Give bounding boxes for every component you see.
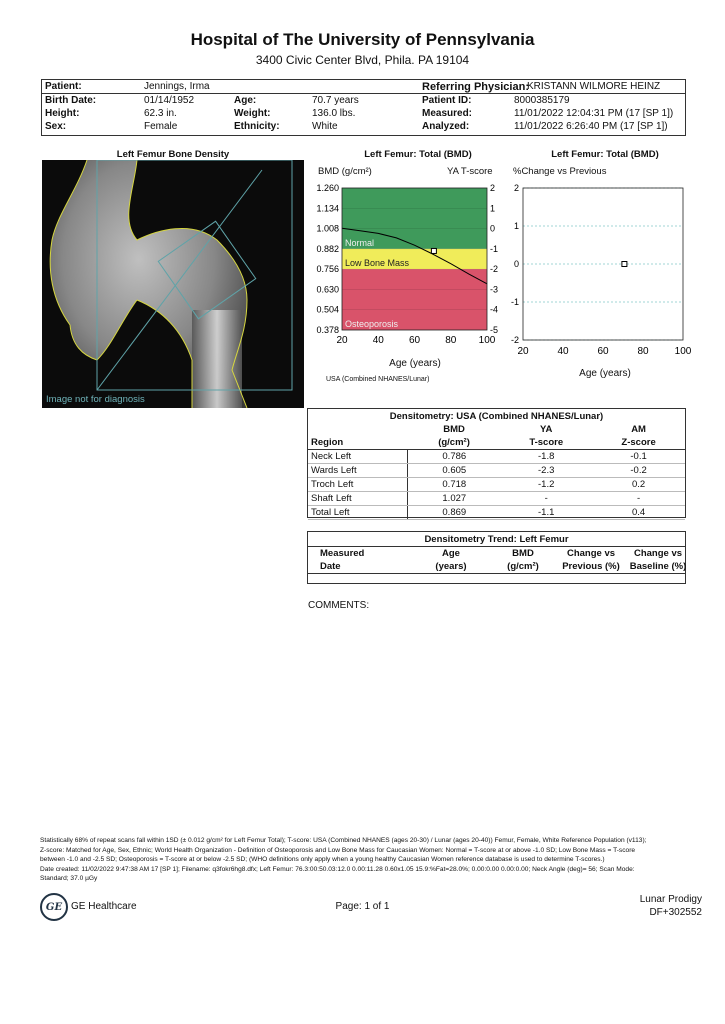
change-ytick-label: -1: [510, 297, 519, 307]
tscore-tick-label: -4: [490, 304, 499, 315]
footer-note-line: between -1.0 and -2.5 SD; Osteoporosis = T-score at or below -2.5 SD; (WHO definitions only apply when a young healthy Caucasian Women reference database is used to determine T-scores.): [40, 856, 605, 863]
densitometry-header-cell: (g/cm²): [408, 436, 500, 450]
height-label: Height:: [45, 108, 80, 119]
densitometry-cell: 0.4: [592, 506, 685, 520]
height-value: 62.3 in.: [144, 108, 177, 119]
change-xtick-label: 40: [557, 346, 569, 357]
densitometry-cell: -: [500, 492, 592, 506]
bmd-ytick-label: 1.134: [316, 203, 339, 214]
bmd-xtick-label: 80: [445, 335, 457, 346]
bmd-chart-footnote: USA (Combined NHANES/Lunar): [326, 376, 430, 383]
measured-label: Measured:: [422, 108, 473, 119]
birth-date-label: Birth Date:: [45, 95, 97, 106]
device-name: Lunar Prodigy: [639, 894, 702, 905]
densitometry-cell: 0.786: [408, 450, 500, 464]
tscore-tick-label: 0: [490, 223, 496, 234]
densitometry-cell: -1.8: [500, 450, 592, 464]
trend-header-row: [308, 546, 685, 574]
zone-label-0: Normal: [345, 237, 375, 248]
footer-note-line: Statistically 68% of repeat scans fall within 1SD (± 0.012 g/cm² for Left Femur Total); T-score: USA (Combined NHANES (ages 20-30) / Lunar (ages 20-40)) Femur, Female, White Reference Population (v113);: [40, 837, 647, 844]
tscore-tick-label: 1: [490, 203, 496, 214]
footer-note-line: Standard; 37.0 µGy: [40, 875, 98, 882]
bmd-ytick-label: 0.504: [316, 304, 339, 315]
tscore-tick-label: -1: [490, 243, 499, 254]
age-label: Age:: [234, 95, 257, 106]
change-point: [622, 262, 627, 267]
birth-date-value: 01/14/1952: [144, 95, 195, 106]
densitometry-cell: Total Left: [308, 506, 408, 520]
table-row: [308, 450, 685, 464]
densitometry-table-box: [307, 408, 686, 518]
tscore-tick-label: -3: [490, 284, 499, 295]
zone-label-2: Osteoporosis: [345, 319, 399, 329]
weight-value: 136.0 lbs.: [312, 108, 356, 119]
bmd-xtick-label: 60: [408, 335, 421, 346]
percent-change-chart: [505, 178, 705, 363]
densitometry-header-cell: Region: [308, 436, 408, 450]
bmd-ytick-label: 0.756: [316, 264, 339, 275]
analyzed-label: Analyzed:: [422, 121, 470, 132]
table-row: [308, 506, 685, 520]
bmd-ytick-label: 1.260: [316, 183, 339, 193]
bmd-axis-label: BMD (g/cm²): [318, 166, 372, 177]
bmd-xtick-label: 20: [336, 335, 348, 346]
densitometry-header-cell: [308, 423, 408, 436]
referring-physician-value: KRISTANN WILMORE HEINZ: [527, 81, 661, 92]
patient-id-value: 8000385179: [514, 95, 570, 106]
densitometry-header-row: [308, 436, 685, 450]
weight-label: Weight:: [234, 108, 271, 119]
tscore-tick-label: 2: [490, 183, 496, 193]
bmd-chart-xlabel: Age (years): [389, 358, 441, 369]
densitometry-header-cell: YA: [540, 424, 553, 435]
bmd-chart-title: Left Femur: Total (BMD): [364, 149, 472, 160]
trend-header-cell: Age (years): [435, 548, 467, 572]
ge-brand: GE Healthcare: [71, 901, 137, 912]
bmd-xtick-label: 40: [372, 335, 384, 346]
footer-note-line: Date created: 11/02/2022 9:47:38 AM 17 [SP 1]; Filename: q3fokr6hg8.dfx; Left Femur: 76.3:00:50.03:12.0 0.00:11.28 0.60x1.05 15.9:%Fat=28.0%; 0.00:0.00 0.00:0.00; Neck Angle (deg)= 56; Scan Mode:: [40, 865, 635, 873]
change-chart-xlabel: Age (years): [579, 368, 631, 379]
patient-bmd-point: [431, 248, 436, 253]
densitometry-cell: -1.1: [500, 506, 592, 520]
scan-image-title: Left Femur Bone Density: [116, 149, 230, 160]
densitometry-cell: Shaft Left: [308, 492, 408, 506]
trend-title: Densitometry Trend: Left Femur: [424, 534, 569, 545]
bmd-ytick-label: 0.882: [316, 243, 339, 254]
footer-notes: [40, 836, 690, 884]
change-ytick-label: 1: [513, 221, 519, 231]
densitometry-header-row: [308, 423, 685, 436]
change-axis-label: %Change vs Previous: [513, 166, 607, 177]
tscore-tick-label: -2: [490, 264, 499, 275]
densitometry-cell: Neck Left: [308, 450, 408, 464]
densitometry-cell: -1.2: [500, 478, 592, 492]
densitometry-cell: -0.1: [592, 450, 685, 464]
femur-scan-image: [42, 160, 304, 408]
table-row: [308, 464, 685, 478]
ethnicity-label: Ethnicity:: [234, 121, 280, 132]
comments-label: COMMENTS:: [308, 600, 370, 611]
age-value: 70.7 years: [312, 95, 359, 106]
femur-scan-graphic: [42, 160, 304, 408]
densitometry-header-cell: Z-score: [592, 436, 685, 450]
referring-physician-label: Referring Physician:: [422, 81, 529, 93]
tscore-tick-label: -5: [490, 325, 499, 335]
patient-label: Patient:: [45, 81, 82, 92]
densitometry-cell: -2.3: [500, 464, 592, 478]
hospital-address: 3400 Civic Center Blvd, Phila. PA 19104: [255, 53, 470, 67]
densitometry-header-cell: BMD: [443, 424, 465, 435]
change-xtick-label: 60: [597, 346, 609, 357]
change-ytick-label: 0: [513, 259, 519, 269]
sex-value: Female: [144, 121, 178, 132]
change-xtick-label: 80: [637, 346, 649, 357]
densitometry-table: [308, 423, 685, 520]
densitometry-cell: 0.605: [408, 464, 500, 478]
table-row: [308, 492, 685, 506]
sex-label: Sex:: [45, 121, 67, 132]
densitometry-cell: -: [592, 492, 685, 506]
trend-header-cell: Change vs Previous (%): [562, 548, 620, 572]
measured-value: 11/01/2022 12:04:31 PM (17 [SP 1]): [514, 108, 674, 119]
ethnicity-value: White: [312, 121, 338, 132]
device-serial: DF+302552: [649, 907, 702, 918]
trend-header-cell: BMD (g/cm²): [507, 548, 539, 572]
bmd-ytick-label: 1.008: [316, 223, 339, 234]
densitometry-header-cell: AM: [631, 424, 646, 435]
change-ytick-label: 2: [513, 183, 519, 193]
densitometry-cell: -0.2: [592, 464, 685, 478]
bmd-ytick-label: 0.630: [316, 284, 339, 295]
densitometry-cell: 0.869: [408, 506, 500, 520]
patient-id-label: Patient ID:: [422, 95, 472, 106]
densitometry-cell: 0.718: [408, 478, 500, 492]
change-xtick-label: 20: [517, 346, 529, 357]
change-xtick-label: 100: [674, 346, 692, 357]
analyzed-value: 11/01/2022 6:26:40 PM (17 [SP 1]): [514, 121, 668, 132]
trend-header-cell: Change vs Baseline (%): [629, 548, 687, 572]
footer-note-line: Z-score: Matched for Age, Sex, Ethnic; World Health Organization - Definition of Osteoporosis and Low Bone Mass for Caucasian Women: Normal = T-score at or above -1.0 SD; Low Bone Mass = T-score: [40, 846, 636, 854]
bmd-ytick-label: 0.378: [316, 325, 339, 335]
tscore-axis-label: YA T-score: [447, 166, 493, 177]
change-chart-title: Left Femur: Total (BMD): [551, 149, 659, 160]
patient-info-box: [41, 79, 686, 136]
densitometry-cell: Troch Left: [308, 478, 408, 492]
page-number: Page: 1 of 1: [335, 901, 390, 912]
trend-header-cell: Measured Date: [320, 548, 365, 572]
table-row: [308, 478, 685, 492]
bmd-xtick-label: 100: [478, 335, 496, 346]
ge-logo-icon: GE: [40, 893, 68, 921]
not-for-diagnosis-watermark: Image not for diagnosis: [46, 394, 145, 405]
densitometry-cell: 1.027: [408, 492, 500, 506]
densitometry-cell: Wards Left: [308, 464, 408, 478]
trend-table-box: [307, 531, 686, 584]
densitometry-title: Densitometry: USA (Combined NHANES/Lunar): [389, 411, 604, 422]
densitometry-cell: 0.2: [592, 478, 685, 492]
change-ytick-label: -2: [510, 335, 519, 345]
hospital-title: Hospital of The University of Pennsylvania: [190, 30, 535, 49]
patient-name: Jennings, Irma: [144, 81, 210, 92]
zone-label-1: Low Bone Mass: [345, 258, 410, 269]
densitometry-header-cell: T-score: [500, 436, 592, 450]
